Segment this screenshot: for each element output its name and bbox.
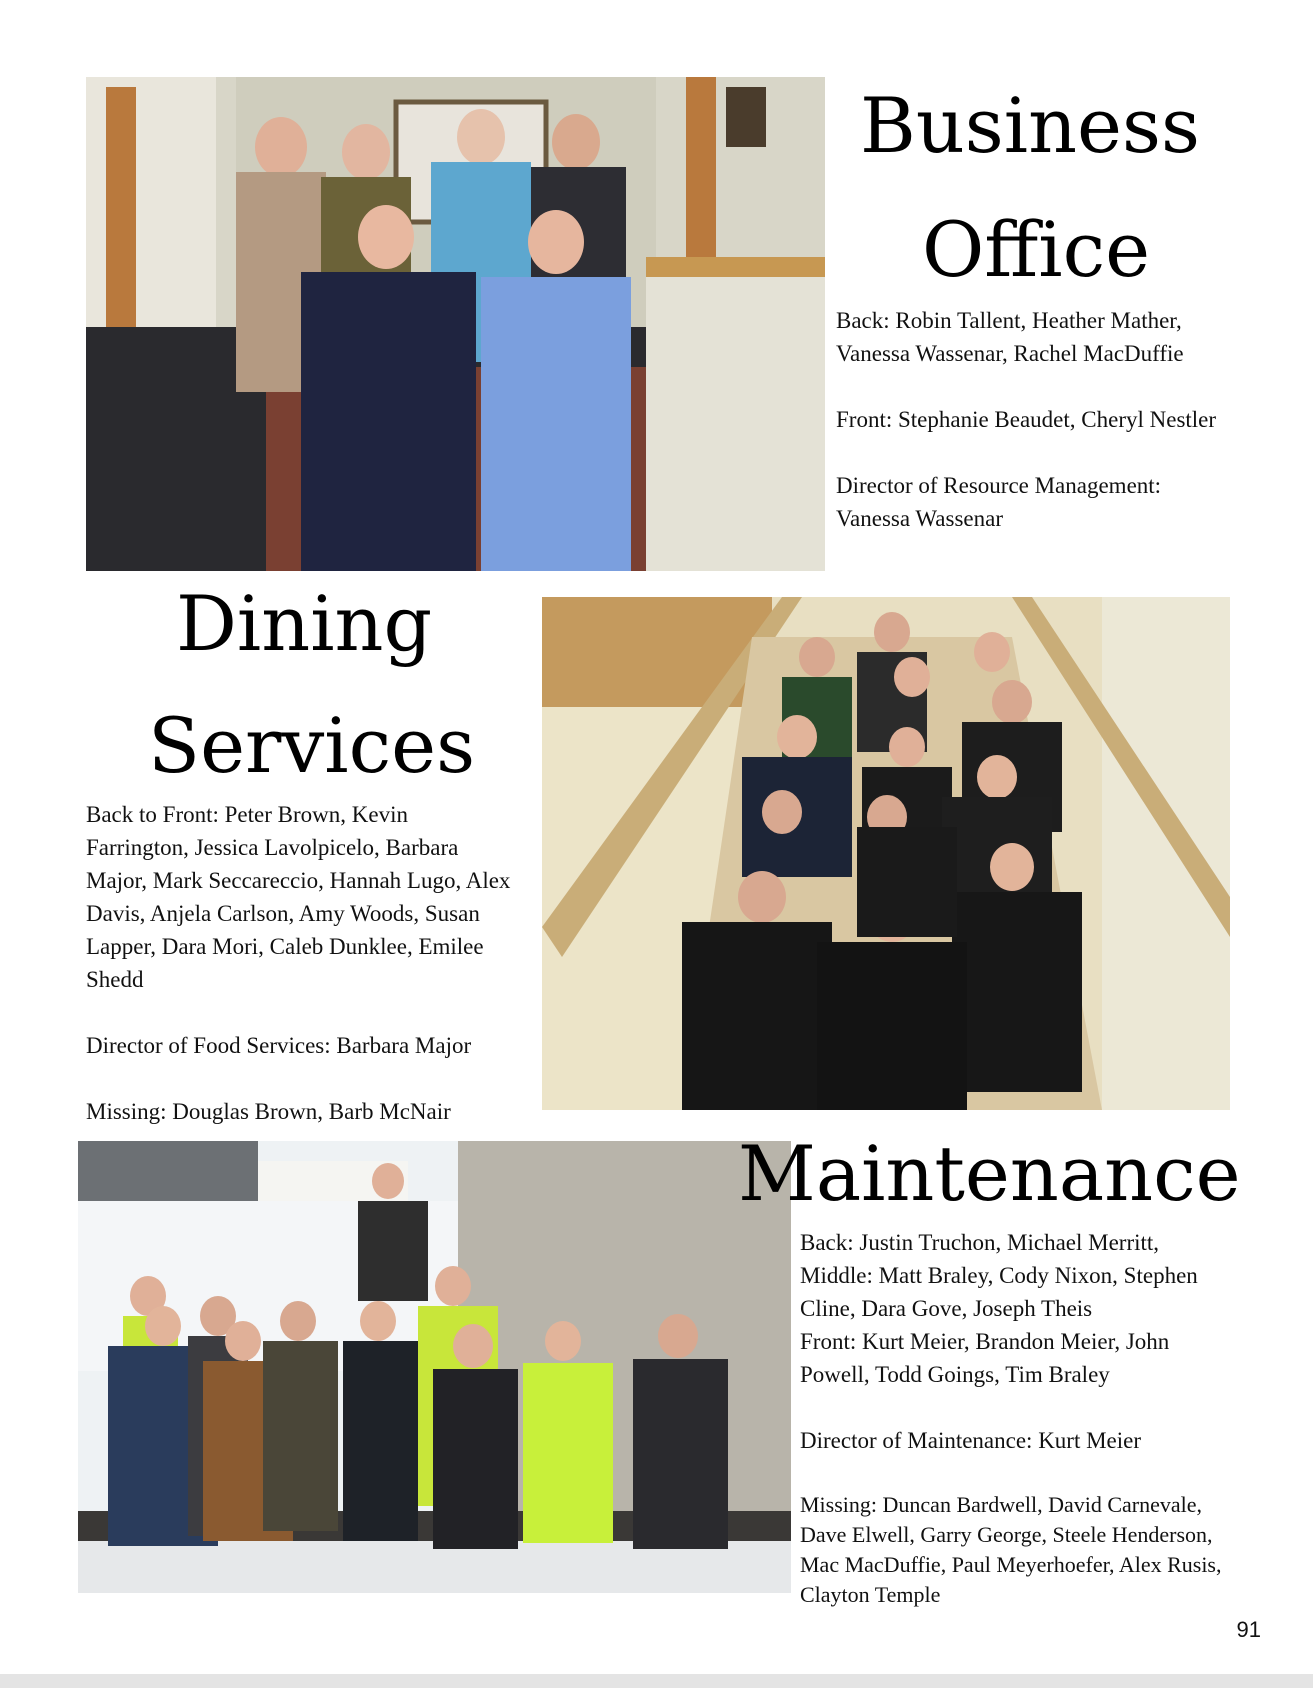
maintenance-heading: Maintenance — [738, 1129, 1241, 1218]
page-bottom-border — [0, 1674, 1313, 1688]
business-office-heading-line1: Business — [860, 81, 1201, 170]
business-office-director: Director of Resource Management: Vanessa Wassenar — [836, 473, 1162, 531]
maintenance-caption — [800, 1226, 1240, 1610]
business-office-heading-line2: Office — [922, 205, 1151, 294]
business-office-back: Back: Robin Tallent, Heather Mather, Vanessa Wassenar, Rachel MacDuffie — [836, 308, 1184, 366]
dining-services-photo — [542, 597, 1230, 1110]
dining-services-missing: Missing: Douglas Brown, Barb McNair — [86, 1099, 451, 1124]
maintenance-director: Director of Maintenance: Kurt Meier — [800, 1428, 1142, 1453]
maintenance-missing: Missing: Duncan Bardwell, David Carnevale, Dave Elwell, Garry George, Steele Henderson, Mac MacDuffie, Paul Meyerhoefer, Alex Rusis, Clayton Temple — [800, 1492, 1222, 1607]
business-office-caption — [836, 304, 1236, 535]
maintenance-front: Front: Kurt Meier, Brandon Meier, John Powell, Todd Goings, Tim Braley — [800, 1329, 1170, 1387]
business-office-front: Front: Stephanie Beaudet, Cheryl Nestler — [836, 407, 1217, 432]
dining-services-names: Back to Front: Peter Brown, Kevin Farrington, Jessica Lavolpicelo, Barbara Major, Mark Seccareccio, Hannah Lugo, Alex Davis, Anjela Carlson, Amy Woods, Susan Lapper, Dara Mori, Caleb Dunklee, Emilee Shedd — [86, 802, 511, 992]
dining-services-heading-line1: Dining — [176, 579, 433, 668]
business-office-photo — [86, 77, 825, 571]
maintenance-back: Back: Justin Truchon, Michael Merritt, — [800, 1230, 1160, 1255]
dining-services-caption — [86, 798, 516, 1128]
maintenance-photo — [78, 1141, 791, 1593]
dining-services-heading-line2: Services — [148, 701, 476, 790]
dining-services-director: Director of Food Services: Barbara Major — [86, 1033, 472, 1058]
page-number: 91 — [1236, 1617, 1261, 1642]
maintenance-middle: Middle: Matt Braley, Cody Nixon, Stephen Cline, Dara Gove, Joseph Theis — [800, 1263, 1198, 1321]
